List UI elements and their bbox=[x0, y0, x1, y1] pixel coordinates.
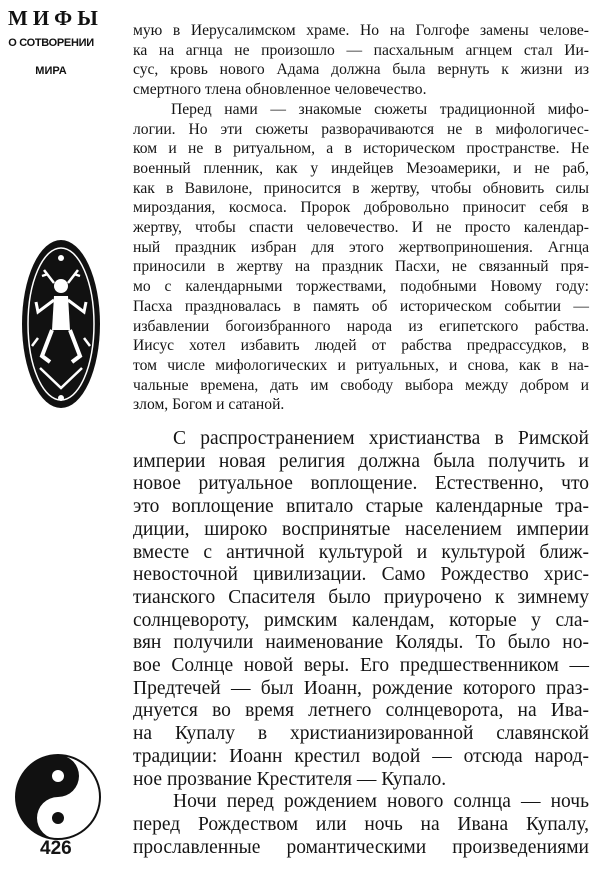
text-line: новое ритуальное воплощение. Естественно, что bbox=[133, 473, 589, 495]
text-line: мую в Иерусалимском храме. Но на Голгофе замены челове- bbox=[133, 22, 589, 39]
text-line: жертву, чтобы спасти человечество. И не просто календар- bbox=[133, 219, 589, 237]
text-line: ное прозвание Крестителя — Купало. bbox=[133, 768, 447, 790]
text-line: ный праздник избран для этого жертвоприношения. Агнца bbox=[133, 238, 589, 256]
text-line: днуется во время летнего солнцеворота, на Ива- bbox=[133, 700, 589, 722]
text-line: Перед нами — знакомые сюжеты традиционной мифо- bbox=[171, 100, 589, 118]
text-line: сус, кровь нового Адама должна была вернуть к жизни из bbox=[133, 61, 589, 79]
text-line: чальные времена, дать им свободу выбора между добром и bbox=[133, 376, 589, 394]
text-line: Предтечей — был Иоанн, рождение которого праз- bbox=[133, 677, 589, 699]
text-line: том числе мифологических и ритуальных, и снова, как в на- bbox=[133, 356, 589, 374]
text-line: ка на агнца не произошло — пасхальным агнцем стал Ии- bbox=[133, 41, 589, 59]
text-line: как в Вавилоне, приносится в жертву, чтобы обновить силы bbox=[133, 179, 589, 197]
text-line: на Купалу в христианизированной славянской bbox=[133, 723, 589, 745]
text-line: приносили в жертву на праздник Пасхи, не связанный пря- bbox=[133, 258, 589, 276]
text-line: империи новая религия должна была получить и bbox=[133, 450, 589, 472]
text-line: избавлении богоизбранного народа из египетского рабства. bbox=[133, 317, 589, 335]
yin-yang-icon bbox=[14, 753, 102, 846]
text-line: мироздания, космоса. Пророк добровольно приносит себя в bbox=[133, 199, 589, 217]
ornament-figure-icon bbox=[20, 238, 102, 415]
text-block-small bbox=[133, 21, 589, 415]
page-number: 426 bbox=[40, 838, 72, 859]
text-block-large bbox=[133, 428, 589, 859]
text-line: смертного тлена обновленное человечество. bbox=[133, 81, 427, 99]
text-line: тианского Спасителя было приурочено к зимнему bbox=[133, 586, 589, 608]
text-line: военный пленник, как у индейцев Мезоамерики, и не раб, bbox=[133, 159, 589, 177]
running-subtitle-line2: МИРА bbox=[35, 65, 67, 77]
text-line: мо с календарными торжествами, подобными Новому году: bbox=[133, 278, 589, 296]
text-line: перед Рождеством или ночь на Ивана Купалу, bbox=[133, 813, 589, 835]
text-line: прославленные романтическими произведениями bbox=[133, 836, 589, 858]
text-line: солнцевороту, римским календам, которые у сла- bbox=[133, 609, 589, 631]
text-line: невосточной цивилизации. Само Рождество хрис- bbox=[133, 564, 589, 586]
text-line: вян получили наименование Коляды. То было но- bbox=[133, 632, 589, 654]
running-subtitle-line1: О СОТВОРЕНИИ bbox=[8, 37, 94, 49]
text-line: вместе с античной культурой и культурой ближ- bbox=[133, 541, 589, 563]
text-line: Пасха праздновалась в память об историческом событии — bbox=[133, 297, 589, 315]
text-line: диции, широко воспринятые населением империи bbox=[133, 518, 589, 540]
running-title: МИФЫ bbox=[8, 6, 103, 30]
text-line: традиции: Иоанн крестил водой — отсюда народ- bbox=[133, 745, 589, 767]
text-line: злом, Богом и сатаной. bbox=[133, 396, 285, 414]
text-line: С распространением христианства в Римской bbox=[173, 428, 589, 449]
text-line: логии. Но эти сюжеты разворачиваются не в мифологичес- bbox=[133, 120, 589, 138]
text-line: вое Солнце новой веры. Его предшественником — bbox=[133, 655, 589, 677]
text-line: ком и не в ритуальном, а в историческом пространстве. Не bbox=[133, 140, 589, 158]
text-line: это воплощение впитало старые календарные тра- bbox=[133, 496, 589, 518]
text-line: Ночи перед рождением нового солнца — ночь bbox=[173, 791, 589, 813]
text-line: Иисус хотел избавить людей от рабства предрассудков, в bbox=[133, 337, 589, 355]
